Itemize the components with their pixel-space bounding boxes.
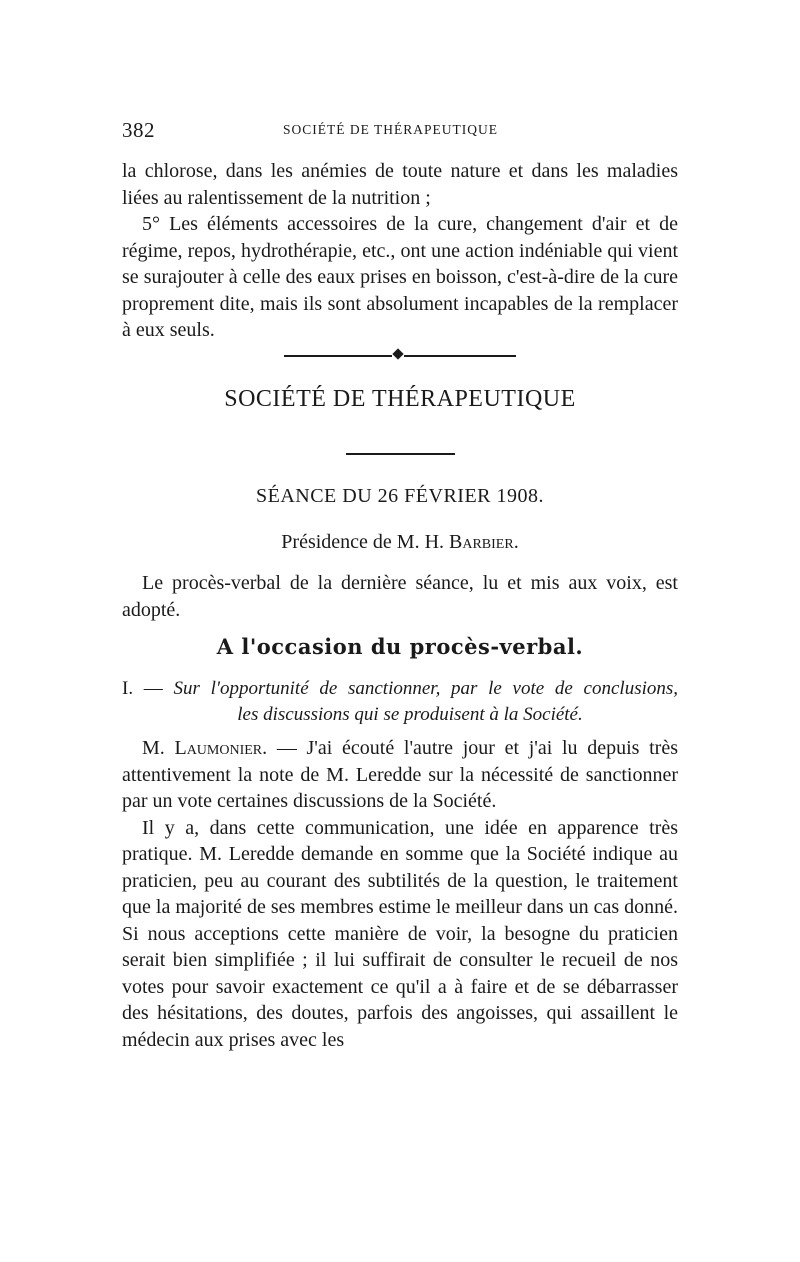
item-number: I. —: [122, 678, 163, 699]
discussion-text: [122, 735, 678, 1053]
seance-date: SÉANCE DU 26 FÉVRIER 1908.: [255, 485, 544, 507]
discussion-paragraph-1: [122, 735, 678, 815]
ornament-divider: [284, 346, 516, 366]
item-title-line-2: les discussions qui se produisent à la Société.: [237, 704, 583, 725]
subheading: A l'occasion du procès-verbal.: [216, 634, 584, 659]
discussion-paragraph-2: Il y a, dans cette communication, une idée en apparence très pratique. M. Leredde demande en somme que la Société indique au praticien, peu au courant des subtilités de la question, le traitement que la majorité de ses membres estime le meilleur dans un cas donné. Si nous acceptions cette manière de voir, la besogne du praticien serait bien simplifiée ; il lui suffirait de consulter le recueil de nos votes pour savoir exactement ce qu'il a à faire et de se débarrasser des hésitations, des doutes, parfois des angoisses, qui assaillent le médecin aux prises avec les: [122, 816, 678, 1051]
ornament-line-left: [284, 355, 392, 357]
agenda-item: [122, 676, 678, 728]
page-number: 382: [122, 118, 155, 142]
item-line-1: [122, 676, 678, 702]
running-title: SOCIÉTÉ DE THÉRAPEUTIQUE: [283, 122, 498, 137]
item-title-line-1: Sur l'opportunité de sanctionner, par le vote de conclusions,: [173, 678, 679, 699]
page-header: [122, 118, 678, 142]
proces-verbal-paragraph: Le procès-verbal de la dernière séance, lu et mis aux voix, est adopté.: [122, 572, 678, 621]
discussion-paragraph-1-text: — J'ai écouté l'autre jour et j'ai lu depuis très attentivement la note de M. Leredde sur la nécessité de sanctionner par un vote certaines discussions de la Société.: [122, 737, 679, 812]
proces-verbal-text: [122, 570, 678, 623]
ornament-line-right: [404, 355, 516, 357]
section-title: SOCIÉTÉ DE THÉRAPEUTIQUE: [224, 386, 576, 412]
president-name: Barbier.: [449, 531, 519, 553]
intro-paragraph-1: la chlorose, dans les anémies de toute nature et dans les maladies liées au ralentissement de la nutrition ;: [122, 160, 678, 209]
intro-text: [122, 158, 678, 344]
item-line-2: [122, 702, 678, 728]
speaker-prefix: M.: [142, 737, 165, 759]
intro-paragraph-2: 5° Les éléments accessoires de la cure, changement d'air et de régime, repos, hydrothérapie, etc., ont une action indéniable qui vient se surajouter à celle des eaux prises en boisson, c'est-à-dire de la cure proprement dite, mais ils sont absolument incapables de la remplacer à eux seuls.: [122, 213, 678, 341]
presidence-line: [122, 531, 678, 554]
title-rule: [346, 453, 455, 455]
presidence-prefix: Présidence de M. H.: [281, 531, 445, 553]
diamond-ornament-icon: [392, 348, 403, 359]
speaker-name: Laumonier.: [174, 737, 268, 759]
